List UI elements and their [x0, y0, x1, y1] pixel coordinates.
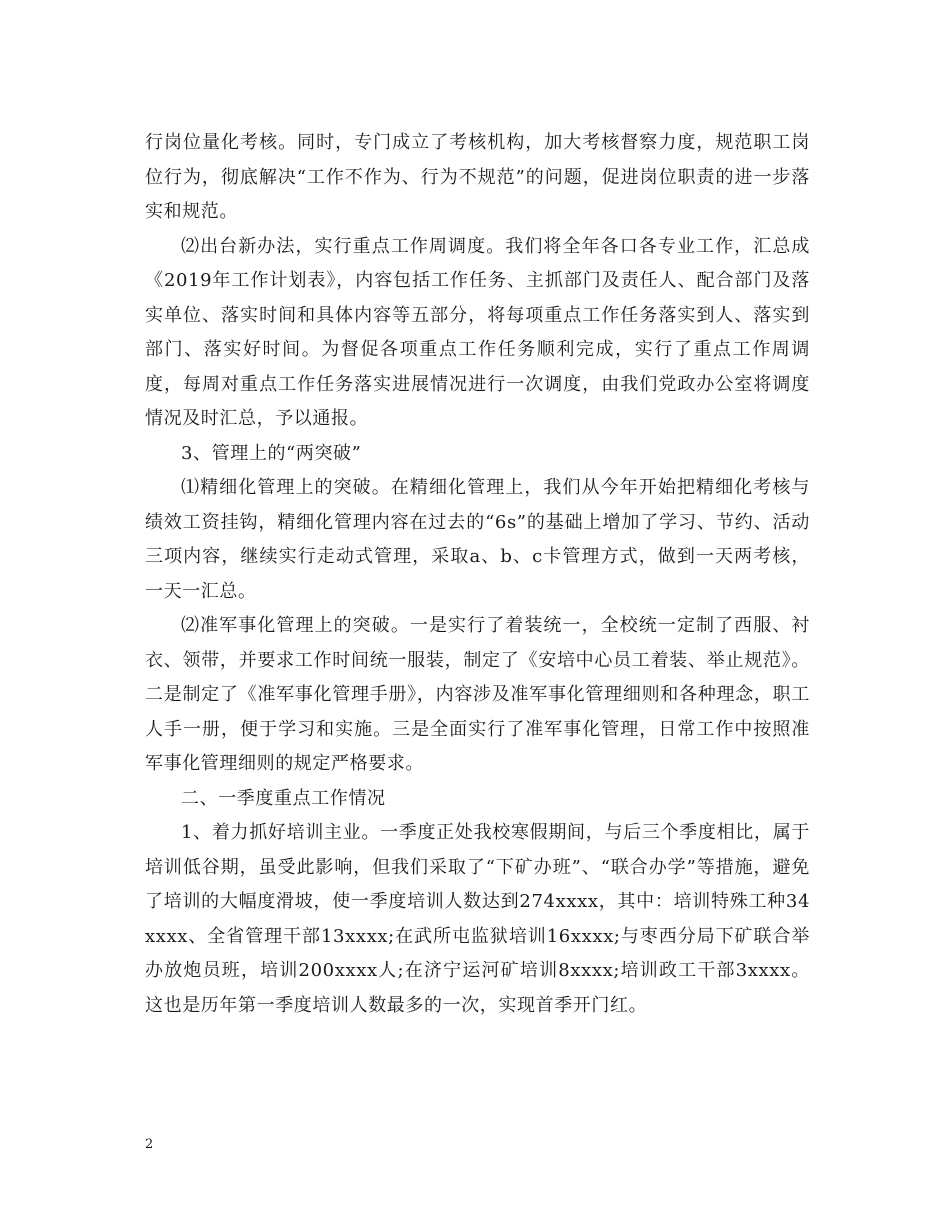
section-heading: 3、管理上的“两突破” — [181, 442, 362, 464]
paragraph: ⑵准军事化管理上的突破。一是实行了着装统一，全校统一定制了西服、衬衣、领带，并要求工作时间统一服装，制定了《安培中心员工着装、举止规范》。二是制定了《准军事化管理手册》，内容涉及准军事化管理细则和各种理念，职工人手一册，便于学习和实施。三是全面实行了准军事化管理，日常工作中按照准军事化管理细则的规定严格要求。 — [145, 615, 810, 774]
paragraph: ⑴精细化管理上的突破。在精细化管理上，我们从今年开始把精细化考核与绩效工资挂钩，精细化管理内容在过去的“6s”的基础上增加了学习、节约、活动三项内容，继续实行走动式管理，采取a、b、c卡管理方式，做到一天两考核，一天一汇总。 — [145, 477, 810, 602]
document-body — [145, 126, 810, 1023]
paragraph: 行岗位量化考核。同时，专门成立了考核机构，加大考核督察力度，规范职工岗位行为，彻底解决“工作不作为、行为不规范”的问题，促进岗位职责的进一步落实和规范。 — [145, 132, 810, 222]
paragraph: 1、着力抓好培训主业。一季度正处我校寒假期间，与后三个季度相比，属于培训低谷期，虽受此影响，但我们采取了“下矿办班”、“联合办学”等措施，避免了培训的大幅度滑坡，使一季度培训人数达到274xxxx，其中：培训特殊工种34xxxx、全省管理干部13xxxx;在武所屯监狱培训16xxxx;与枣西分局下矿联合举办放炮员班，培训200xxxx人;在济宁运河矿培训8xxxx;培训政工干部3xxxx。这也是历年第一季度培训人数最多的一次，实现首季开门红。 — [145, 822, 810, 1016]
section-heading: 二、一季度重点工作情况 — [181, 787, 386, 809]
paragraph: ⑵出台新办法，实行重点工作周调度。我们将全年各口各专业工作，汇总成《2019年工作计划表》，内容包括工作任务、主抓部门及责任人、配合部门及落实单位、落实时间和具体内容等五部分，将每项重点工作任务落实到人、落实到部门、落实好时间。为督促各项重点工作任务顺利完成，实行了重点工作周调度，每周对重点工作任务落实进展情况进行一次调度，由我们党政办公室将调度情况及时汇总，予以通报。 — [145, 235, 810, 429]
page-number: 2 — [145, 1137, 154, 1152]
